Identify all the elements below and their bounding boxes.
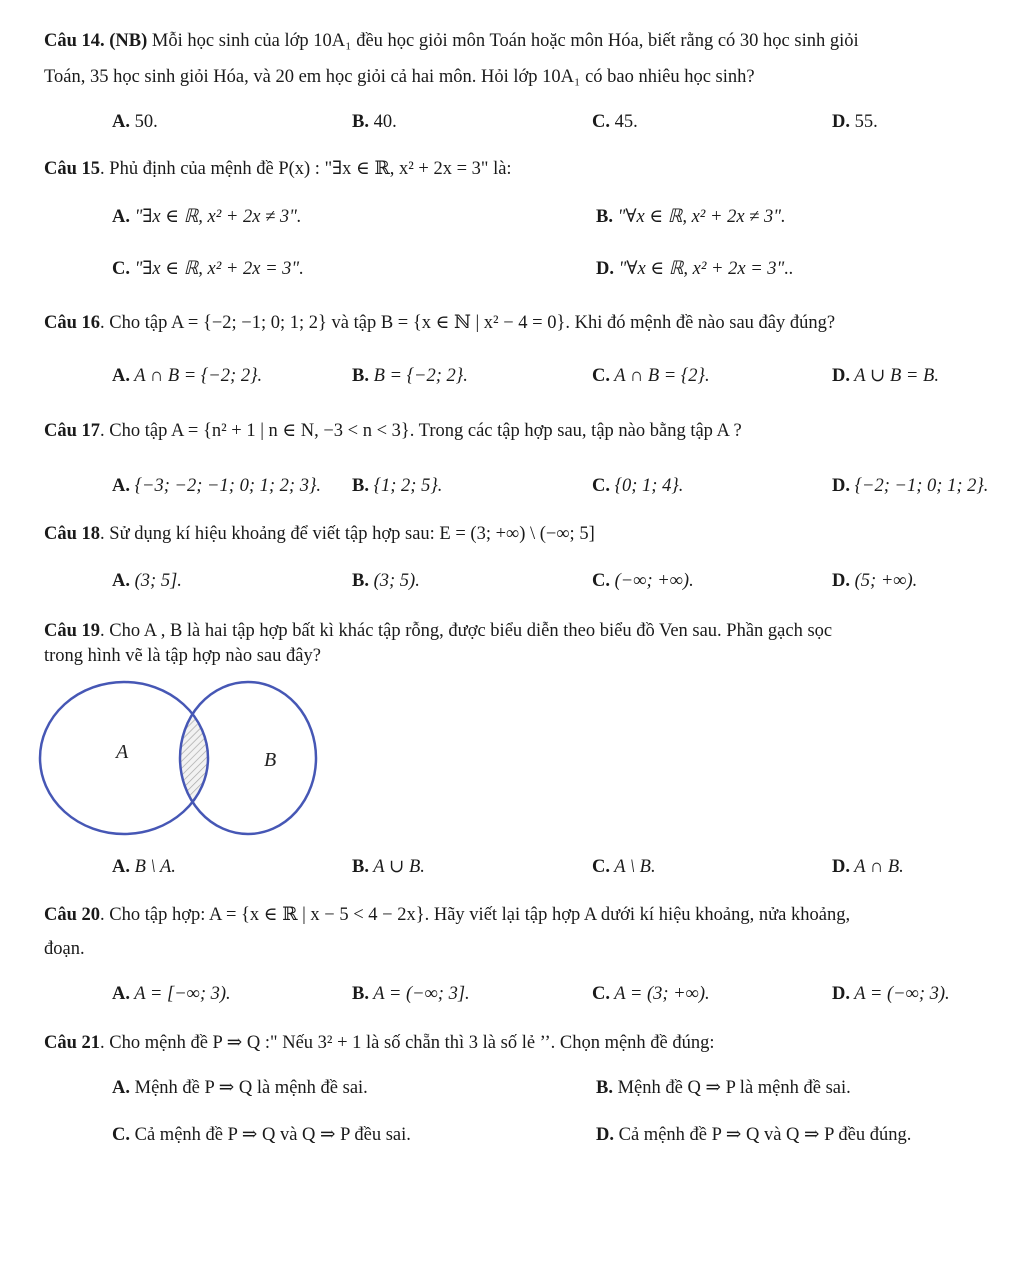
- option-d[interactable]: D. (5; +∞).: [832, 571, 918, 591]
- option-a[interactable]: A. "∃x ∈ ℝ, x² + 2x ≠ 3".: [112, 207, 302, 227]
- question-15: [44, 158, 994, 181]
- option-b[interactable]: B. Mệnh đề Q ⇒ P là mệnh đề sai.: [596, 1078, 851, 1098]
- question-stem: . Cho tập A = {−2; −1; 0; 1; 2} và tập B = {x ∈ ℕ | x² − 4 = 0}. Khi đó mệnh đề nào sau đây đúng?: [100, 313, 836, 333]
- option-d[interactable]: D. 55.: [832, 112, 878, 132]
- options-14: [112, 111, 1004, 134]
- question-label: Câu 17: [44, 421, 101, 441]
- options-15-row2: [112, 258, 1004, 281]
- question-stem-cont: đoạn.: [44, 939, 85, 959]
- question-20: [44, 904, 994, 927]
- option-b[interactable]: B. A = (−∞; 3].: [352, 984, 470, 1004]
- option-d[interactable]: D. A ∪ B = B.: [832, 366, 939, 386]
- question-label: Câu 20: [44, 905, 101, 925]
- option-b[interactable]: B. {1; 2; 5}.: [352, 476, 443, 496]
- question-14: [44, 30, 994, 53]
- option-c[interactable]: C. 45.: [592, 112, 638, 132]
- options-21-row2: [112, 1124, 1004, 1147]
- option-a[interactable]: A. 50.: [112, 112, 158, 132]
- question-label: Câu 16: [44, 313, 101, 333]
- options-18: [112, 570, 1004, 593]
- option-c[interactable]: C. "∃x ∈ ℝ, x² + 2x = 3".: [112, 259, 304, 279]
- question-stem: . Phủ định của mệnh đề P(x) : "∃x ∈ ℝ, x² + 2x = 3" là:: [100, 159, 512, 179]
- question-stem: . Cho tập hợp: A = {x ∈ ℝ | x − 5 < 4 − 2x}. Hãy viết lại tập hợp A dưới kí hiệu khoảng, nửa khoảng,: [100, 905, 851, 925]
- option-d[interactable]: D. Cả mệnh đề P ⇒ Q và Q ⇒ P đều đúng.: [596, 1125, 912, 1145]
- option-c[interactable]: C. A ∩ B = {2}.: [592, 366, 710, 386]
- option-c[interactable]: C. A \ B.: [592, 857, 656, 877]
- question-19-line2: [44, 645, 994, 668]
- option-d[interactable]: D. A = (−∞; 3).: [832, 984, 950, 1004]
- options-17: [112, 475, 1004, 498]
- question-20-line2: [44, 938, 994, 961]
- option-c[interactable]: C. A = (3; +∞).: [592, 984, 710, 1004]
- venn-diagram: [38, 678, 328, 838]
- question-17: [44, 420, 994, 443]
- options-16: [112, 365, 1004, 388]
- option-b[interactable]: B. A ∪ B.: [352, 857, 425, 877]
- option-c[interactable]: C. (−∞; +∞).: [592, 571, 694, 591]
- question-stem: . Cho tập A = {n² + 1 | n ∈ N, −3 < n < 3}. Trong các tập hợp sau, tập nào bằng tập A ?: [100, 421, 742, 441]
- option-b[interactable]: B. "∀x ∈ ℝ, x² + 2x ≠ 3".: [596, 207, 786, 227]
- question-label: Câu 15: [44, 159, 101, 179]
- option-c[interactable]: C. {0; 1; 4}.: [592, 476, 684, 496]
- option-b[interactable]: B. (3; 5).: [352, 571, 420, 591]
- question-19: [44, 620, 994, 643]
- question-stem-cont: Toán, 35 học sinh giỏi Hóa, và 20 em học giỏi cả hai môn. Hỏi lớp 10A₁ có bao nhiêu học sinh?: [44, 67, 755, 87]
- question-stem: . Cho A , B là hai tập hợp bất kì khác tập rỗng, được biểu diễn theo biểu đồ Ven sau. Phần gạch sọc: [100, 621, 833, 641]
- options-20: [112, 983, 1004, 1006]
- option-a[interactable]: A. (3; 5].: [112, 571, 182, 591]
- set-a-label: A: [116, 741, 129, 763]
- question-stem: Mỗi học sinh của lớp 10A₁ đều học giỏi môn Toán hoặc môn Hóa, biết rằng có 30 học sinh giỏi: [147, 31, 859, 51]
- question-16: [44, 312, 994, 335]
- option-a[interactable]: A. Mệnh đề P ⇒ Q là mệnh đề sai.: [112, 1078, 368, 1098]
- option-a[interactable]: A. {−3; −2; −1; 0; 1; 2; 3}.: [112, 476, 321, 496]
- option-a[interactable]: A. A = [−∞; 3).: [112, 984, 231, 1004]
- options-19: [112, 856, 1004, 879]
- option-d[interactable]: D. A ∩ B.: [832, 857, 904, 877]
- options-21-row1: [112, 1077, 1004, 1100]
- question-label: Câu 19: [44, 621, 101, 641]
- set-b-label: B: [264, 749, 277, 771]
- option-d[interactable]: D. {−2; −1; 0; 1; 2}.: [832, 476, 989, 496]
- option-a[interactable]: A. B \ A.: [112, 857, 176, 877]
- option-d[interactable]: D. "∀x ∈ ℝ, x² + 2x = 3"..: [596, 259, 794, 279]
- question-label: Câu 14. (NB): [44, 31, 148, 51]
- option-b[interactable]: B. 40.: [352, 112, 397, 132]
- question-label: Câu 18: [44, 524, 101, 544]
- question-21: [44, 1032, 994, 1055]
- option-a[interactable]: A. A ∩ B = {−2; 2}.: [112, 366, 263, 386]
- options-15-row1: [112, 206, 1004, 229]
- question-18: [44, 523, 994, 546]
- question-stem: . Cho mệnh đề P ⇒ Q :" Nếu 3² + 1 là số chẵn thì 3 là số lẻ ’’. Chọn mệnh đề đúng:: [100, 1033, 715, 1053]
- option-b[interactable]: B. B = {−2; 2}.: [352, 366, 468, 386]
- question-14-line2: [44, 66, 994, 89]
- question-stem-cont: trong hình vẽ là tập hợp nào sau đây?: [44, 646, 321, 666]
- option-c[interactable]: C. Cả mệnh đề P ⇒ Q và Q ⇒ P đều sai.: [112, 1125, 411, 1145]
- question-stem: . Sử dụng kí hiệu khoảng để viết tập hợp sau: E = (3; +∞) \ (−∞; 5]: [100, 524, 595, 544]
- question-label: Câu 21: [44, 1033, 101, 1053]
